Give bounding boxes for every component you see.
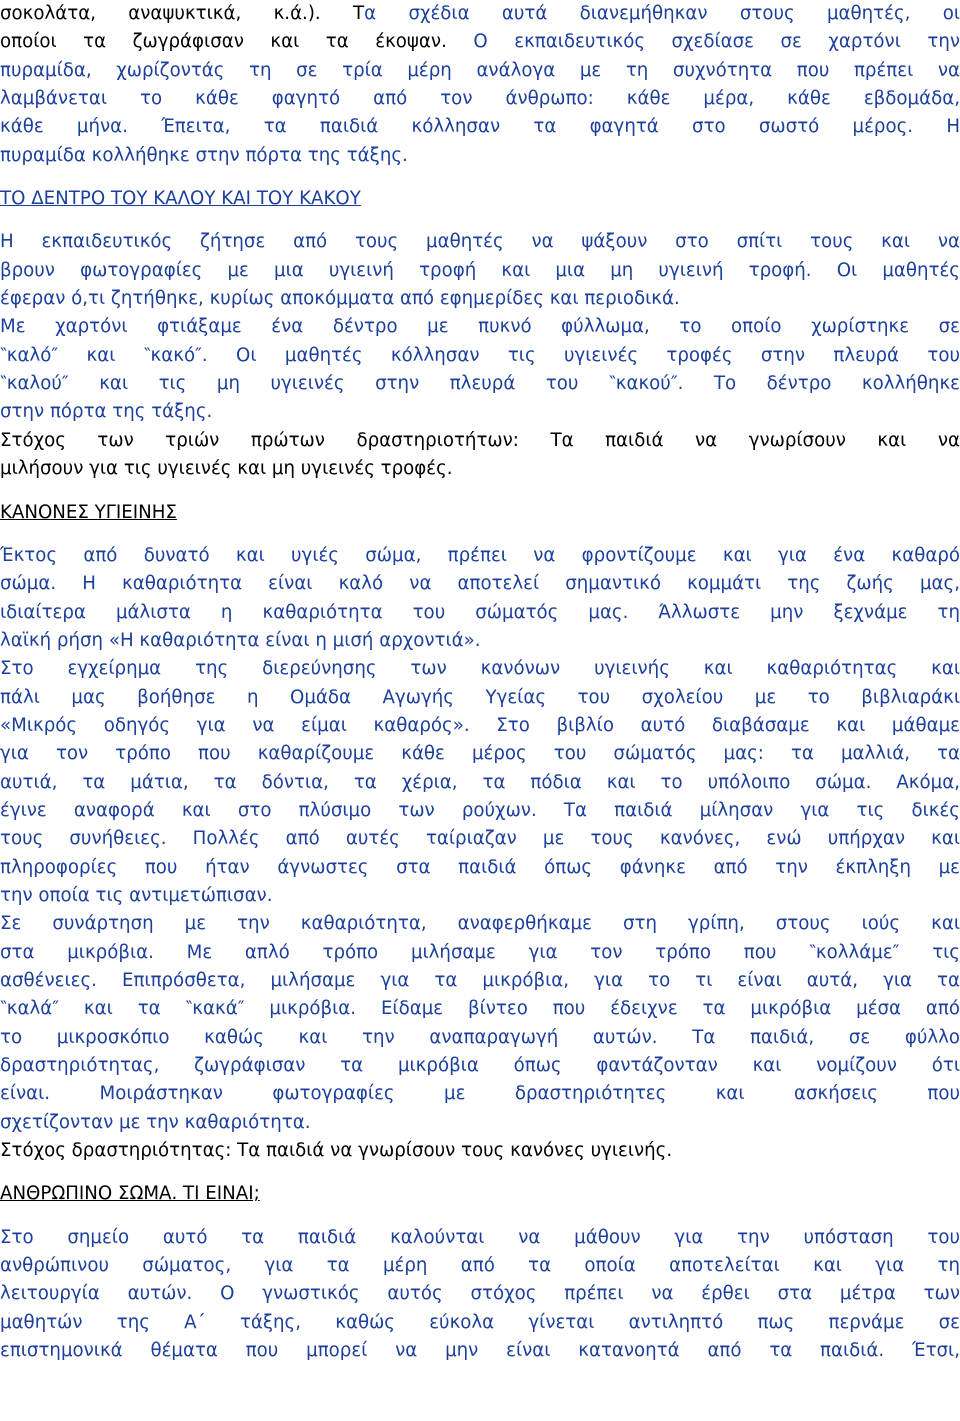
- text-line: Η εκπαιδευτικός ζήτησε από τους μαθητές να ψάξουν στο σπίτι τους και να: [0, 231, 960, 253]
- text-line: Σε συνάρτηση με την καθαριότητα, αναφερθήκαμε στη γρίπη, στους ιούς και: [0, 913, 960, 935]
- section-heading: ΤΟ ΔΕΝΤΡΟ ΤΟΥ ΚΑΛΟΥ ΚΑΙ ΤΟΥ ΚΑΚΟΥ: [0, 188, 361, 210]
- text-line: λειτουργία αυτών. Ο γνωστικός αυτός στόχος πρέπει να έρθει στα μέτρα των: [0, 1283, 960, 1305]
- text-line: σχετίζονταν με την καθαριότητα.: [0, 1111, 311, 1133]
- text-line: δραστηριότητας, ζωγράφισαν τα μικρόβια όπως φαντάζονταν και νομίζουν ότι: [0, 1055, 960, 1077]
- text-line: «Μικρός οδηγός για να είμαι καθαρός». Στο βιβλίο αυτό διαβάσαμε και μάθαμε: [0, 714, 960, 736]
- section-hygiene-rules: [0, 499, 960, 1166]
- text-line: λαμβάνεται το κάθε φαγητό από τον άνθρωπο: κάθε μέρα, κάθε εβδομάδα,: [0, 88, 960, 110]
- text-line: ανθρώπινου σώματος, για τα μέρη από τα οποία αποτελείται και για τη: [0, 1255, 960, 1277]
- text-line: τους συνήθειες. Πολλές από αυτές ταίριαζαν με τους κανόνες, ενώ υπήρχαν και: [0, 828, 960, 850]
- text-line: έγινε αναφορά και στο πλύσιμο των ρούχων. Τα παιδιά μίλησαν για τις δικές: [0, 799, 960, 821]
- text-line: λαϊκή ρήση «Η καθαριότητα είναι η μισή αρχοντιά».: [0, 629, 481, 651]
- line-segment-black: οποίοι τα ζωγράφισαν και τα έκοψαν.: [0, 31, 447, 53]
- section-heading: ΑΝΘΡΩΠΙΝΟ ΣΩΜΑ. ΤΙ ΕΙΝΑΙ;: [0, 1183, 260, 1205]
- spacer: [0, 484, 960, 499]
- text-line: στα μικρόβια. Με απλό τρόπο μιλήσαμε για τον τρόπο που ‶κολλάμε″ τις: [0, 941, 960, 963]
- text-line: πάλι μας βοήθησε η Ομάδα Αγωγής Υγείας του σχολείου με το βιβλιαράκι: [0, 686, 960, 708]
- text-line: [0, 0, 960, 28]
- text-line: βρουν φωτογραφίες με μια υγιεινή τροφή και μια μη υγιεινή τροφή. Οι μαθητές: [0, 259, 960, 281]
- line-segment-blue: α σχέδια αυτά διανεμήθηκαν στους μαθητές, οι: [364, 3, 960, 24]
- text-line: ασθένειες. Επιπρόσθετα, μιλήσαμε για τα μικρόβια, για το τι είναι αυτά, για τα: [0, 970, 960, 991]
- section-heading: ΚΑΝΟΝΕΣ ΥΓΙΕΙΝΗΣ: [0, 501, 177, 523]
- spacer: [0, 1209, 960, 1224]
- spacer: [0, 170, 960, 185]
- text-line: ‶καλό″ και ‶κακό″. Οι μαθητές κόλλησαν τις υγιεινές τροφές στην πλευρά του: [0, 344, 960, 366]
- text-line: μαθητών της Α΄ τάξης, καθώς εύκολα γίνεται αντιληπτό πως περνάμε σε: [0, 1311, 960, 1333]
- line-segment-black: σοκολάτα, αναψυκτικά, κ.ά.). Τ: [0, 3, 365, 24]
- text-line: πυραμίδα κολλήθηκε στην πόρτα της τάξης.: [0, 144, 408, 166]
- text-line: πληροφορίες που ήταν άγνωστες στα παιδιά όπως φάνηκε από την έκπληξη με: [0, 856, 960, 878]
- text-line: Στο σημείο αυτό τα παιδιά καλούνται να μάθουν για την υπόσταση του: [0, 1226, 960, 1248]
- text-line: σώμα. Η καθαριότητα είναι καλό να αποτελεί σημαντικό κομμάτι της ζωής μας,: [0, 573, 960, 595]
- line-segment-blue: Ο εκπαιδευτικός σχεδίασε σε χαρτόνι την: [446, 31, 960, 53]
- text-line: την οποία τις αντιμετώπισαν.: [0, 884, 273, 906]
- text-line: Στόχος των τριών πρώτων δραστηριοτήτων: Τα παιδιά να γνωρίσουν και να: [0, 429, 960, 451]
- text-line: το μικροσκόπιο καθώς και την αναπαραγωγή αυτών. Τα παιδιά, σε φύλλο: [0, 1026, 960, 1048]
- spacer: [0, 527, 960, 542]
- text-line: πυραμίδα, χωρίζοντάς τη σε τρία μέρη ανάλογα με τη συχνότητα που πρέπει να: [0, 59, 960, 81]
- text-line: είναι. Μοιράστηκαν φωτογραφίες με δραστηριότητες και ασκήσεις που: [0, 1083, 960, 1105]
- section-human-body: [0, 1180, 960, 1365]
- text-line: αυτιά, τα μάτια, τα δόντια, τα χέρια, τα πόδια και το υπόλοιπο σώμα. Ακόμα,: [0, 771, 960, 793]
- text-line: Έκτος από δυνατό και υγιές σώμα, πρέπει να φροντίζουμε και για ένα καθαρό: [0, 544, 960, 566]
- text-line: για τον τρόπο που καθαρίζουμε κάθε μέρος του σώματός μας: τα μαλλιά, τα: [0, 743, 960, 765]
- spacer: [0, 213, 960, 228]
- intro-paragraph: [0, 0, 960, 170]
- section-tree-of-good-and-bad: [0, 185, 960, 483]
- text-line: ιδιαίτερα μάλιστα η καθαριότητα του σώματός μας. Άλλωστε μην ξεχνάμε τη: [0, 601, 960, 623]
- text-line: κάθε μήνα. Έπειτα, τα παιδιά κόλλησαν τα φαγητά στο σωστό μέρος. Η: [0, 116, 960, 138]
- text-line: ‶καλά″ και τα ‶κακά″ μικρόβια. Είδαμε βίντεο που έδειχνε τα μικρόβια μέσα από: [0, 998, 960, 1020]
- spacer: [0, 1165, 960, 1180]
- text-line: Με χαρτόνι φτιάξαμε ένα δέντρο με πυκνό φύλλωμα, το οποίο χωρίστηκε σε: [0, 316, 960, 338]
- text-line: στην πόρτα της τάξης.: [0, 401, 213, 423]
- text-line: ‶καλού″ και τις μη υγιεινές στην πλευρά του ‶κακού″. Το δέντρο κολλήθηκε: [0, 373, 960, 395]
- text-line: Στο εγχείρημα της διερεύνησης των κανόνων υγιεινής και καθαριότητας και: [0, 658, 960, 680]
- text-line: έφεραν ό,τι ζητήθηκε, κυρίως αποκόμματα από εφημερίδες και περιοδικά.: [0, 288, 680, 310]
- text-line: επιστημονικά θέματα που μπορεί να μην είναι κατανοητά από τα παιδιά. Έτσι,: [0, 1340, 960, 1362]
- text-line: μιλήσουν για τις υγιεινές και μη υγιεινές τροφές.: [0, 458, 453, 480]
- text-line: Στόχος δραστηριότητας: Τα παιδιά να γνωρίσουν τους κανόνες υγιεινής.: [0, 1140, 673, 1162]
- text-line: [0, 28, 960, 56]
